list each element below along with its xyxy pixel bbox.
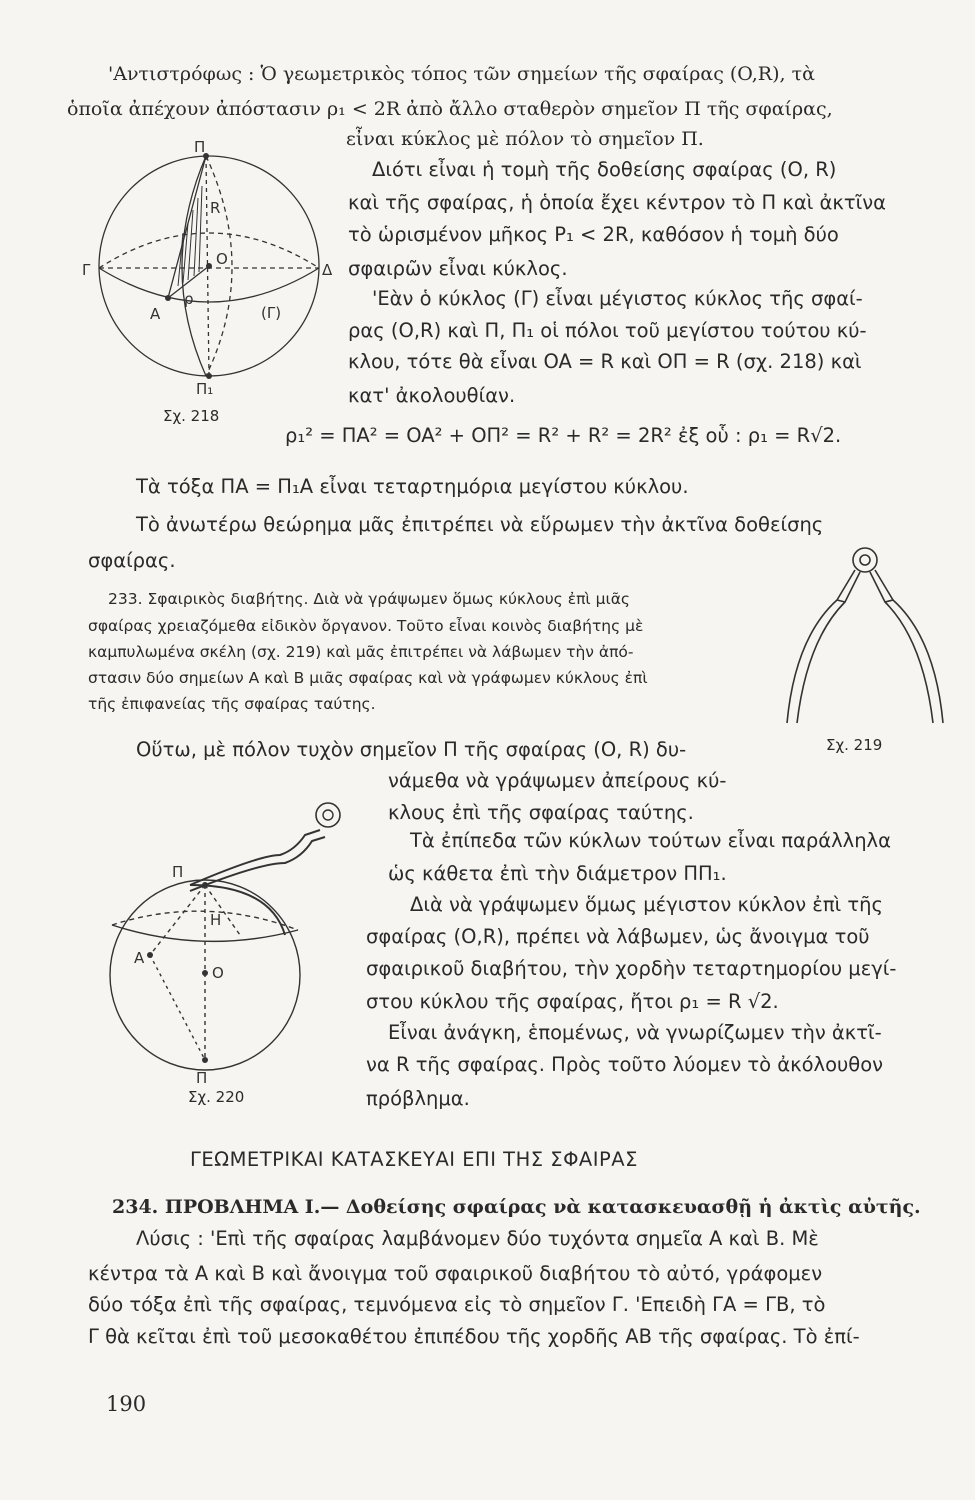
fig218-label-G: Γ [82, 261, 91, 279]
fig218-label-P: Π [194, 138, 206, 156]
proof-line-6: ρας (O,R) καὶ Π, Π₁ οἱ πόλοι τοῦ μεγίστου τούτου κύ- [348, 319, 867, 342]
para2-line-1: Οὕτω, μὲ πόλον τυχὸν σημεῖον Π τῆς σφαίρας (O, R) δυ- [136, 738, 687, 761]
solution-line-3: δύο τόξα ἐπὶ τῆς σφαίρας, τεμνόμενα εἰς τὸ σημεῖον Γ. 'Επειδὴ ΓA = ΓB, τὸ [88, 1293, 826, 1316]
fig220-label-A: A [134, 949, 145, 967]
page-number: 190 [106, 1392, 147, 1416]
fig218-label-D: Δ [322, 261, 333, 279]
para2-line-7: σφαίρας (O,R), πρέπει νὰ λάβωμεν, ὡς ἄνοιγμα τοῦ [366, 925, 870, 948]
arcs-line: Τὰ τόξα ΠA = Π₁A εἶναι τεταρτημόρια μεγίστου κύκλου. [136, 475, 689, 498]
intro-line-2: ὁποῖα ἀπέχουν ἀπόστασιν ρ₁ < 2R ἀπὸ ἄλλο σταθερὸν σημεῖον Π τῆς σφαίρας, [67, 98, 833, 120]
para2-line-2: νάμεθα νὰ γράψωμεν ἀπείρους κύ- [388, 769, 727, 792]
fig220-label-H: H [210, 911, 222, 929]
para2-line-10: Εἶναι ἀνάγκη, ἑπομένως, νὰ γνωρίζωμεν τὴν ἀκτῖ- [388, 1021, 882, 1044]
theorem-line-1: Τὸ ἀνωτέρω θεώρημα μᾶς ἐπιτρέπει νὰ εὕρωμεν τὴν ἀκτῖνα δοθείσης [136, 513, 824, 536]
sec233-line-2: σφαίρας χρειαζόμεθα εἰδικὸν ὄργανον. Τοῦτο εἶναι κοινὸς διαβήτης μὲ [88, 617, 644, 635]
para2-line-9: στου κύκλου τῆς σφαίρας, ἤτοι ρ₁ = R √2. [366, 990, 779, 1013]
theorem-line-2: σφαίρας. [88, 549, 176, 572]
fig218-label-circle: (Γ) [261, 304, 282, 322]
figure-218 [82, 138, 353, 438]
solution-line-4: Γ θὰ κεῖται ἐπὶ τοῦ μεσοκαθέτου ἐπιπέδου τῆς χορδῆς AB τῆς σφαίρας. Τὸ ἐπί- [88, 1325, 860, 1348]
para2-line-12: πρόβλημα. [366, 1087, 470, 1110]
proof-equation: ρ₁² = ΠA² = OA² + OΠ² = R² + R² = 2R² ἐξ οὗ : ρ₁ = R√2. [285, 424, 842, 447]
fig218-label-A: A [150, 305, 161, 323]
proof-line-1: Διότι εἶναι ἡ τομὴ τῆς δοθείσης σφαίρας (O, R) [372, 158, 837, 181]
fig220-caption: Σχ. 220 [188, 1088, 245, 1106]
sec233-line-3: καμπυλωμένα σκέλη (σχ. 219) καὶ μᾶς ἐπιτρέπει νὰ λάβωμεν τὴν ἀπό- [88, 643, 634, 661]
proof-line-2: καὶ τῆς σφαίρας, ἡ ὁποία ἔχει κέντρον τὸ Π καὶ ἀκτῖνα [348, 191, 886, 214]
figure-220 [120, 795, 360, 1085]
proof-line-5: 'Εὰν ὁ κύκλος (Γ) εἶναι μέγιστος κύκλος τῆς σφαί- [372, 287, 863, 310]
solution-line-2: κέντρα τὰ A καὶ B καὶ ἄνοιγμα τοῦ σφαιρικοῦ διαβήτου τὸ αὐτό, γράφομεν [88, 1262, 823, 1285]
figure-219 [775, 538, 955, 738]
fig218-caption: Σχ. 218 [163, 407, 220, 425]
fig218-label-O: O [216, 250, 228, 268]
sec233-line-1: 233. Σφαιρικὸς διαβήτης. Διὰ νὰ γράψωμεν ὅμως κύκλους ἐπὶ μιᾶς [108, 590, 631, 608]
para2-line-5: ὡς κάθετα ἐπὶ τὴν διάμετρον ΠΠ₁. [388, 862, 727, 885]
fig218-label-rho: ρ [184, 290, 194, 308]
proof-line-3: τὸ ὡρισμένον μῆκος P₁ < 2R, καθόσον ἡ τομὴ δύο [348, 223, 839, 246]
sec233-line-5: τῆς ἐπιφανείας τῆς σφαίρας ταύτης. [88, 695, 376, 713]
problem-234: 234. ΠΡΟΒΛΗΜΑ Ι.— Δοθείσης σφαίρας νὰ κατασκευασθῇ ἡ ἀκτὶς αὐτῆς. [112, 1196, 921, 1218]
para2-line-4: Τὰ ἐπίπεδα τῶν κύκλων τούτων εἶναι παράλληλα [410, 829, 891, 852]
para2-line-8: σφαιρικοῦ διαβήτου, τὴν χορδὴν τεταρτημορίου μεγί- [366, 957, 897, 980]
fig219-caption: Σχ. 219 [826, 736, 883, 754]
solution-line-1: Λύσις : 'Επὶ τῆς σφαίρας λαμβάνομεν δύο τυχόντα σημεῖα A καὶ B. Μὲ [136, 1227, 819, 1250]
fig218-label-P1: Π₁ [196, 380, 214, 398]
intro-line-3: εἶναι κύκλος μὲ πόλον τὸ σημεῖον Π. [346, 128, 704, 150]
proof-line-8: κατ' ἀκολουθίαν. [348, 384, 516, 407]
proof-line-7: κλου, τότε θὰ εἶναι OA = R καὶ OΠ = R (σχ. 218) καὶ [348, 350, 862, 373]
proof-line-4: σφαιρῶν εἶναι κύκλος. [348, 257, 568, 280]
para2-line-11: να R τῆς σφαίρας. Πρὸς τοῦτο λύομεν τὸ ἀκόλουθον [366, 1053, 884, 1076]
fig220-label-O: O [212, 964, 224, 982]
sec233-line-4: στασιν δύο σημείων A καὶ B μιᾶς σφαίρας καὶ νὰ γράφωμεν κύκλους ἐπὶ [88, 669, 648, 687]
fig220-label-P: Π [172, 863, 184, 881]
para2-line-3: κλους ἐπὶ τῆς σφαίρας ταύτης. [388, 801, 694, 824]
intro-line-1: 'Αντιστρόφως : Ὁ γεωμετρικὸς τόπος τῶν σημείων τῆς σφαίρας (O,R), τὰ [108, 63, 815, 85]
fig218-label-R: R [210, 199, 221, 217]
para2-line-6: Διὰ νὰ γράψωμεν ὅμως μέγιστον κύκλον ἐπὶ τῆς [410, 893, 883, 916]
fig220-label-P-bottom: Π [196, 1069, 208, 1087]
section-heading: ΓΕΩΜΕΤΡΙΚΑΙ ΚΑΤΑΣΚΕΥΑΙ ΕΠΙ ΤΗΣ ΣΦΑΙΡΑΣ [190, 1148, 638, 1171]
